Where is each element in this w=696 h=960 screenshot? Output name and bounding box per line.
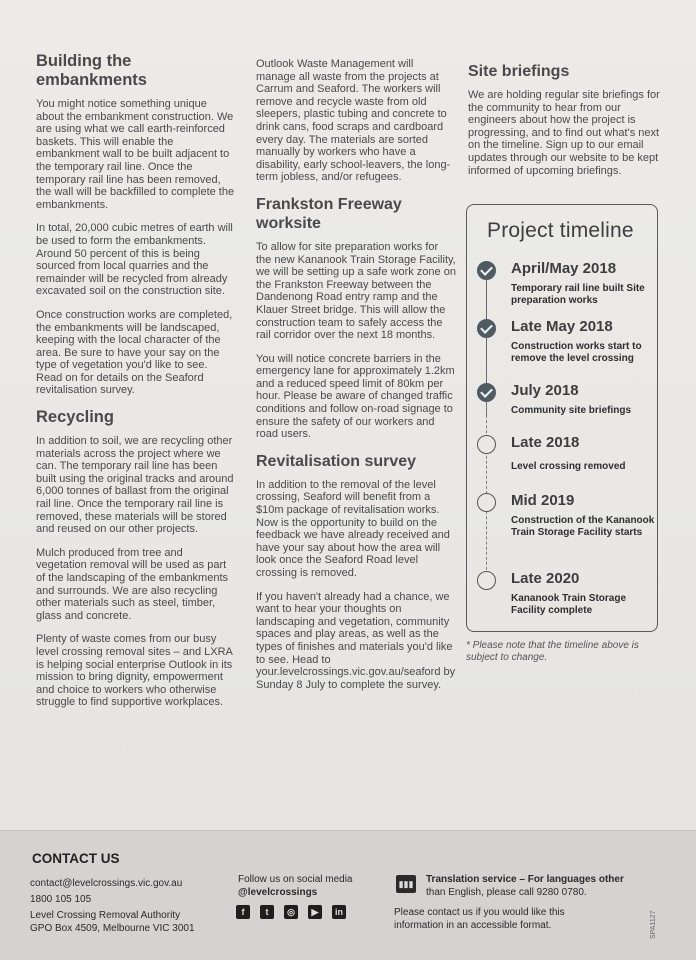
circle-icon: [477, 493, 496, 512]
heading-building-embankments: Building the embankments: [36, 52, 147, 89]
timeline-date: April/May 2018: [511, 260, 617, 277]
timeline-desc: Level crossing removed: [511, 461, 626, 472]
paragraph: We are holding regular site briefings for the community to hear from our engineers about how the project is progressing, and to find out what's next on the timeline. Sign up to our email updates through our website to be kept informed of upcoming briefings.: [468, 89, 660, 177]
check-icon: [477, 261, 496, 280]
timeline-note: * Please note that the timeline above is subject to change.: [466, 640, 639, 663]
heading-frankston-freeway: Frankston Freeway worksite: [256, 195, 402, 232]
translation-text: Translation service – For languages other: [426, 874, 624, 885]
timeline-desc: Construction works start to remove the level crossing: [511, 341, 642, 364]
contact-org: Level Crossing Removal Authority: [30, 910, 181, 921]
timeline-desc: Temporary rail line built Site preparation works: [511, 283, 645, 306]
timeline-date: Mid 2019: [511, 492, 575, 509]
accessible-text-2: information in an accessible format.: [394, 920, 552, 931]
column-right: [468, 62, 664, 188]
timeline-desc: Community site briefings: [511, 405, 632, 416]
document-code: SPA1127: [650, 910, 657, 939]
social-text: Follow us on social media: [238, 874, 353, 885]
paragraph: In total, 20,000 cubic metres of earth will be used to form the embankments. Around 50 percent of this is being sourced from local quarries and the remainder will be recycled from already excavated soil on the construction site.: [36, 222, 233, 298]
twitter-icon[interactable]: t: [260, 905, 274, 919]
timeline-date: Late May 2018: [511, 318, 613, 335]
paragraph: If you haven't already had a chance, we want to hear your thoughts on landscaping and vegetation, community spaces and play areas, as well as the types of finishes and materials you'd like to see. Head to your.levelcrossings.vic.gov.au/seaford by Sunday 8 July to complete the survey.: [256, 590, 456, 691]
paragraph: Outlook Waste Management will manage all waste from the projects at Carrum and Seaford. The workers will remove and recycle waste from old sleepers, plastic tubing and concrete to drink cans, food scraps and cardboard every day. The materials are sorted manually by workers who have a disability, early school-leavers, the long-term jobless, and/or refugees.: [256, 58, 451, 184]
contact-heading: CONTACT US: [32, 851, 120, 866]
check-icon: [477, 319, 496, 338]
paragraph: Plenty of waste comes from our busy level crossing removal sites – and LXRA is helping social enterprise Outlook in its mission to bring dignity, empowerment and choice to workers who otherwise struggle to find supportive workplaces.: [36, 633, 233, 709]
timeline-desc: Construction of the Kananook Train Storage Facility starts: [511, 515, 655, 538]
translation-phone: than English, please call 9280 0780.: [426, 887, 587, 898]
timeline-date: Late 2018: [511, 434, 580, 451]
column-left: [36, 52, 236, 720]
contact-address: GPO Box 4509, Melbourne VIC 3001: [30, 923, 195, 934]
contact-email[interactable]: contact@levelcrossings.vic.gov.au: [30, 878, 183, 889]
timeline-date: Late 2020: [511, 570, 580, 587]
linkedin-icon[interactable]: in: [332, 905, 346, 919]
timeline-title: Project timeline: [487, 219, 634, 242]
heading-site-briefings: Site briefings: [468, 63, 570, 80]
project-timeline-box: [466, 204, 658, 632]
column-middle: [256, 58, 456, 702]
circle-icon: [477, 435, 496, 454]
accessible-text: Please contact us if you would like this: [394, 907, 565, 918]
paragraph: You will notice concrete barriers in the emergency lane for approximately 1.2km and a reduced speed limit of 80km per hour. Please be aware of changed traffic conditions and follow on-road signage to ensure the safety of our workers and road users.: [256, 352, 455, 441]
heading-revitalisation-survey: Revitalisation survey: [256, 452, 417, 470]
instagram-icon[interactable]: ◎: [284, 905, 298, 919]
paragraph: Mulch produced from tree and vegetation removal will be used as part of the landscaping of the embankments and surrounds. We are also recycling other materials such as steel, timber, glass and concrete.: [36, 546, 229, 622]
timeline-date: July 2018: [511, 382, 579, 399]
social-handle[interactable]: @levelcrossings: [238, 887, 318, 898]
facebook-icon[interactable]: f: [236, 905, 250, 919]
check-icon: [477, 383, 496, 402]
paragraph: Once construction works are completed, the embankments will be landscaped, keeping with the local character of the area. Be sure to have your say on the type of vegetation you'd like to see. Read on for details on the Seaford revitalisation survey.: [36, 308, 233, 397]
footer: [0, 830, 696, 960]
paragraph: In addition to the removal of the level crossing, Seaford will benefit from a $10m package of revitalisation works. Now is the opportunity to build on the feedback we have already received and have your say about how the area will look once the Seaford Road level crossing is removed.: [256, 478, 450, 579]
heading-recycling: Recycling: [36, 408, 114, 427]
youtube-icon[interactable]: ▶: [308, 905, 322, 919]
paragraph: In addition to soil, we are recycling other materials across the project where we can. The temporary rail line has been built using the original tracks and around 6,000 tonnes of ballast from the original rail line. Once the temporary rail line is removed, these materials will be stored and reused on our other projects.: [36, 435, 234, 536]
paragraph: To allow for site preparation works for the new Kananook Train Storage Facility, we will be setting up a safe work zone on the Frankston Freeway between the Dandenong Road entry ramp and the Klauer Street bridge. This will allow the construction team to safely access the rail corridor over the next 18 months.: [256, 240, 456, 342]
paragraph: You might notice something unique about the embankment construction. We are using what we call earth-reinforced baskets. This will enable the embankment wall to be built adjacent to the temporary rail line. Once the temporary rail line has been removed, the wall will be backfilled to complete the embankments.: [36, 98, 235, 211]
timeline-desc: Kananook Train Storage Facility complete: [511, 593, 627, 616]
translation-icon: ▮▮▮: [396, 875, 416, 893]
contact-phone[interactable]: 1800 105 105: [30, 894, 92, 905]
social-icons: [236, 905, 346, 919]
circle-icon: [477, 571, 496, 590]
